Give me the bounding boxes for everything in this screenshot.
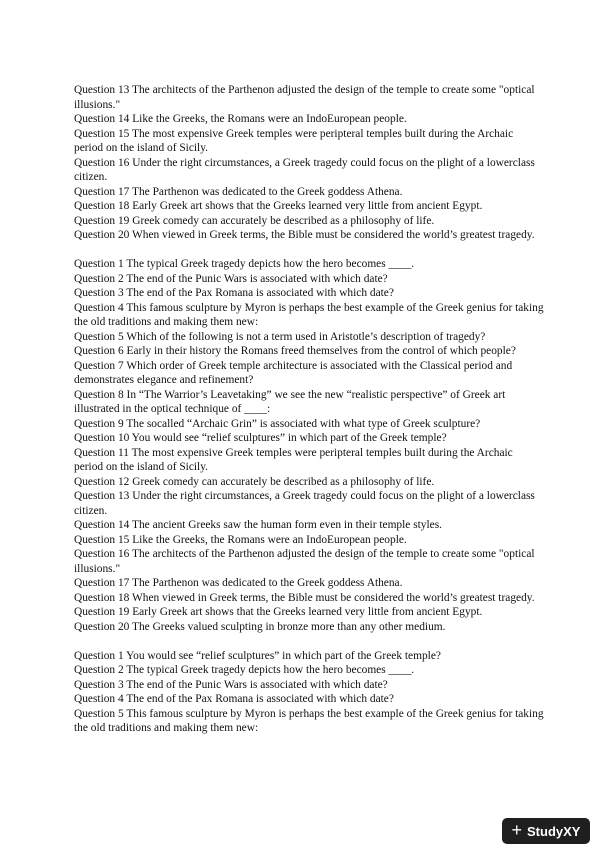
question-line: Question 5 Which of the following is not a term used in Aristotle’s description of tragedy? xyxy=(74,330,486,343)
question-line: Question 13 The architects of the Parthenon adjusted the design of the temple to create some "optical illusions." xyxy=(74,84,535,111)
question-line: Question 1 The typical Greek tragedy depicts how the hero becomes ____. xyxy=(74,258,415,270)
question-line: Question 17 The Parthenon was dedicated to the Greek goddess Athena. xyxy=(74,185,403,198)
question-line: Question 15 Like the Greeks, the Romans were an IndoEuropean people. xyxy=(74,533,407,546)
question-line: Question 13 Under the right circumstances, a Greek tragedy could focus on the plight of a lowerclass citizen. xyxy=(74,490,535,517)
question-line: Question 14 Like the Greeks, the Romans were an IndoEuropean people. xyxy=(74,113,407,125)
studyxy-brand-badge[interactable] xyxy=(502,818,590,844)
question-line: Question 2 The end of the Punic Wars is associated with which date? xyxy=(74,272,388,285)
question-line: Question 18 Early Greek art shows that the Greeks learned very little from ancient Egypt. xyxy=(74,200,483,212)
question-line: Question 14 The ancient Greeks saw the human form even in their temple styles. xyxy=(74,519,442,531)
question-line: Question 8 In “The Warrior’s Leavetaking” we see the new “realistic perspective” of Greek art illustrated in the optical technique of ____: xyxy=(74,388,506,415)
question-line: Question 16 Under the right circumstances, a Greek tragedy could focus on the plight of a lowerclass citizen. xyxy=(74,156,535,183)
plus-icon: + xyxy=(511,820,523,840)
question-block xyxy=(74,257,544,634)
question-line: Question 10 You would see “relief sculptures” in which part of the Greek temple? xyxy=(74,432,447,444)
question-line: Question 3 The end of the Pax Romana is associated with which date? xyxy=(74,287,394,299)
question-line: Question 19 Greek comedy can accurately be described as a philosophy of life. xyxy=(74,214,435,227)
question-line: Question 18 When viewed in Greek terms, the Bible must be considered the world’s greatest tragedy. xyxy=(74,591,535,604)
brand-name: StudyXY xyxy=(527,823,581,839)
document-body xyxy=(74,83,544,750)
question-line: Question 17 The Parthenon was dedicated to the Greek goddess Athena. xyxy=(74,577,403,589)
question-line: Question 5 This famous sculpture by Myron is perhaps the best example of the Greek genius for taking the old traditions and making them new: xyxy=(74,707,544,734)
question-line: Question 4 The end of the Pax Romana is associated with which date? xyxy=(74,693,394,705)
question-line: Question 7 Which order of Greek temple architecture is associated with the Classical period and demonstrates elegance and refinement? xyxy=(74,359,513,386)
question-line: Question 20 The Greeks valued sculpting in bronze more than any other medium. xyxy=(74,620,446,633)
question-line: Question 4 This famous sculpture by Myron is perhaps the best example of the Greek genius for taking the old traditions and making them new: xyxy=(74,301,544,328)
question-line: Question 19 Early Greek art shows that the Greeks learned very little from ancient Egypt. xyxy=(74,606,483,618)
question-line: Question 6 Early in their history the Romans freed themselves from the control of which people? xyxy=(74,345,516,357)
question-line: Question 3 The end of the Punic Wars is associated with which date? xyxy=(74,678,388,691)
question-line: Question 2 The typical Greek tragedy depicts how the hero becomes ____. xyxy=(74,664,415,676)
question-line: Question 9 The socalled “Archaic Grin” is associated with what type of Greek sculpture? xyxy=(74,417,481,430)
question-line: Question 12 Greek comedy can accurately be described as a philosophy of life. xyxy=(74,475,435,488)
question-block xyxy=(74,83,544,243)
question-line: Question 20 When viewed in Greek terms, the Bible must be considered the world’s greatest tragedy. xyxy=(74,229,535,241)
question-block xyxy=(74,649,544,736)
question-line: Question 11 The most expensive Greek temples were peripteral temples built during the Archaic period on the island of Sicily. xyxy=(74,446,513,473)
question-line: Question 16 The architects of the Parthenon adjusted the design of the temple to create some "optical illusions." xyxy=(74,548,535,575)
question-line: Question 1 You would see “relief sculptures” in which part of the Greek temple? xyxy=(74,649,441,662)
question-line: Question 15 The most expensive Greek temples were peripteral temples built during the Archaic period on the island of Sicily. xyxy=(74,127,514,154)
